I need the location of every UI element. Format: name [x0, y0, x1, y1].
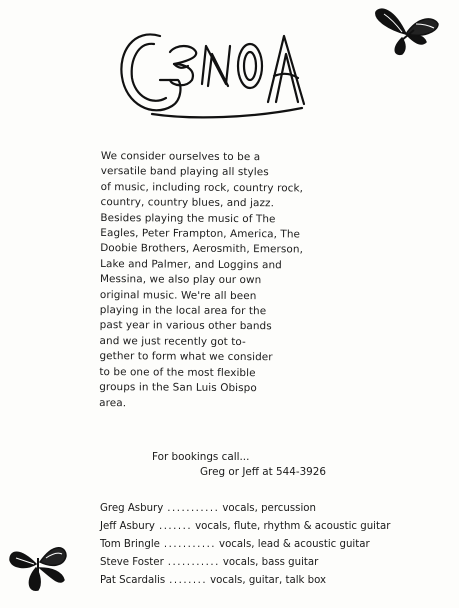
- booking-line: For bookings call...: [152, 451, 250, 463]
- member-name: Greg Asbury: [100, 503, 164, 514]
- leader-dots: ...........: [167, 503, 220, 514]
- member-role: vocals, flute, rhythm & acoustic guitar: [195, 521, 391, 532]
- description-line: Doobie Brothers, Aerosmith, Emerson,: [100, 242, 304, 256]
- description-line: Messina, we also play our own: [99, 273, 262, 287]
- member-role: vocals, guitar, talk box: [210, 575, 327, 586]
- booking-contact: Greg or Jeff at 544-3926: [200, 466, 327, 478]
- butterfly-icon: [6, 528, 70, 598]
- band-description: [99, 149, 376, 413]
- description-line: Besides playing the music of The: [100, 211, 276, 225]
- booking-info: [152, 450, 326, 480]
- member-role: vocals, percussion: [222, 503, 316, 514]
- description-line: to be one of the most flexible: [99, 365, 256, 379]
- description-line: of music, including rock, country rock,: [100, 180, 304, 195]
- roster-row: [100, 572, 445, 590]
- description-line: playing in the local area for the: [99, 304, 267, 318]
- member-name: Tom Bringle: [100, 539, 160, 550]
- description-line: original music. We're all been: [99, 288, 257, 302]
- description-line: area.: [99, 396, 127, 409]
- description-line: We consider ourselves to be a: [100, 150, 261, 164]
- band-logo: [112, 22, 312, 122]
- roster-row: [100, 536, 445, 554]
- member-name: Pat Scardalis: [100, 575, 166, 586]
- description-line: and we just recently got to-: [99, 334, 246, 348]
- member-name: Steve Foster: [100, 557, 164, 568]
- roster-row: [100, 554, 445, 572]
- description-line: past year in various other bands: [99, 319, 272, 333]
- leader-dots: ........: [169, 575, 208, 586]
- roster-row: [100, 500, 445, 518]
- description-line: versatile band playing all styles: [100, 165, 269, 179]
- leader-dots: .......: [158, 521, 193, 532]
- description-line: Lake and Palmer, and Loggins and: [100, 257, 282, 272]
- description-line: Eagles, Peter Frampton, America, The: [100, 227, 301, 241]
- description-line: gether to form what we consider: [99, 350, 273, 364]
- butterfly-icon: [372, 4, 442, 60]
- band-roster: [100, 500, 445, 590]
- roster-row: [100, 518, 445, 536]
- member-name: Jeff Asbury: [100, 521, 155, 532]
- leader-dots: ...........: [163, 539, 217, 550]
- member-role: vocals, bass guitar: [222, 557, 319, 568]
- member-role: vocals, lead & acoustic guitar: [219, 539, 370, 550]
- description-line: country, country blues, and jazz.: [100, 196, 275, 210]
- description-line: groups in the San Luis Obispo: [99, 381, 257, 395]
- leader-dots: ...........: [167, 557, 220, 568]
